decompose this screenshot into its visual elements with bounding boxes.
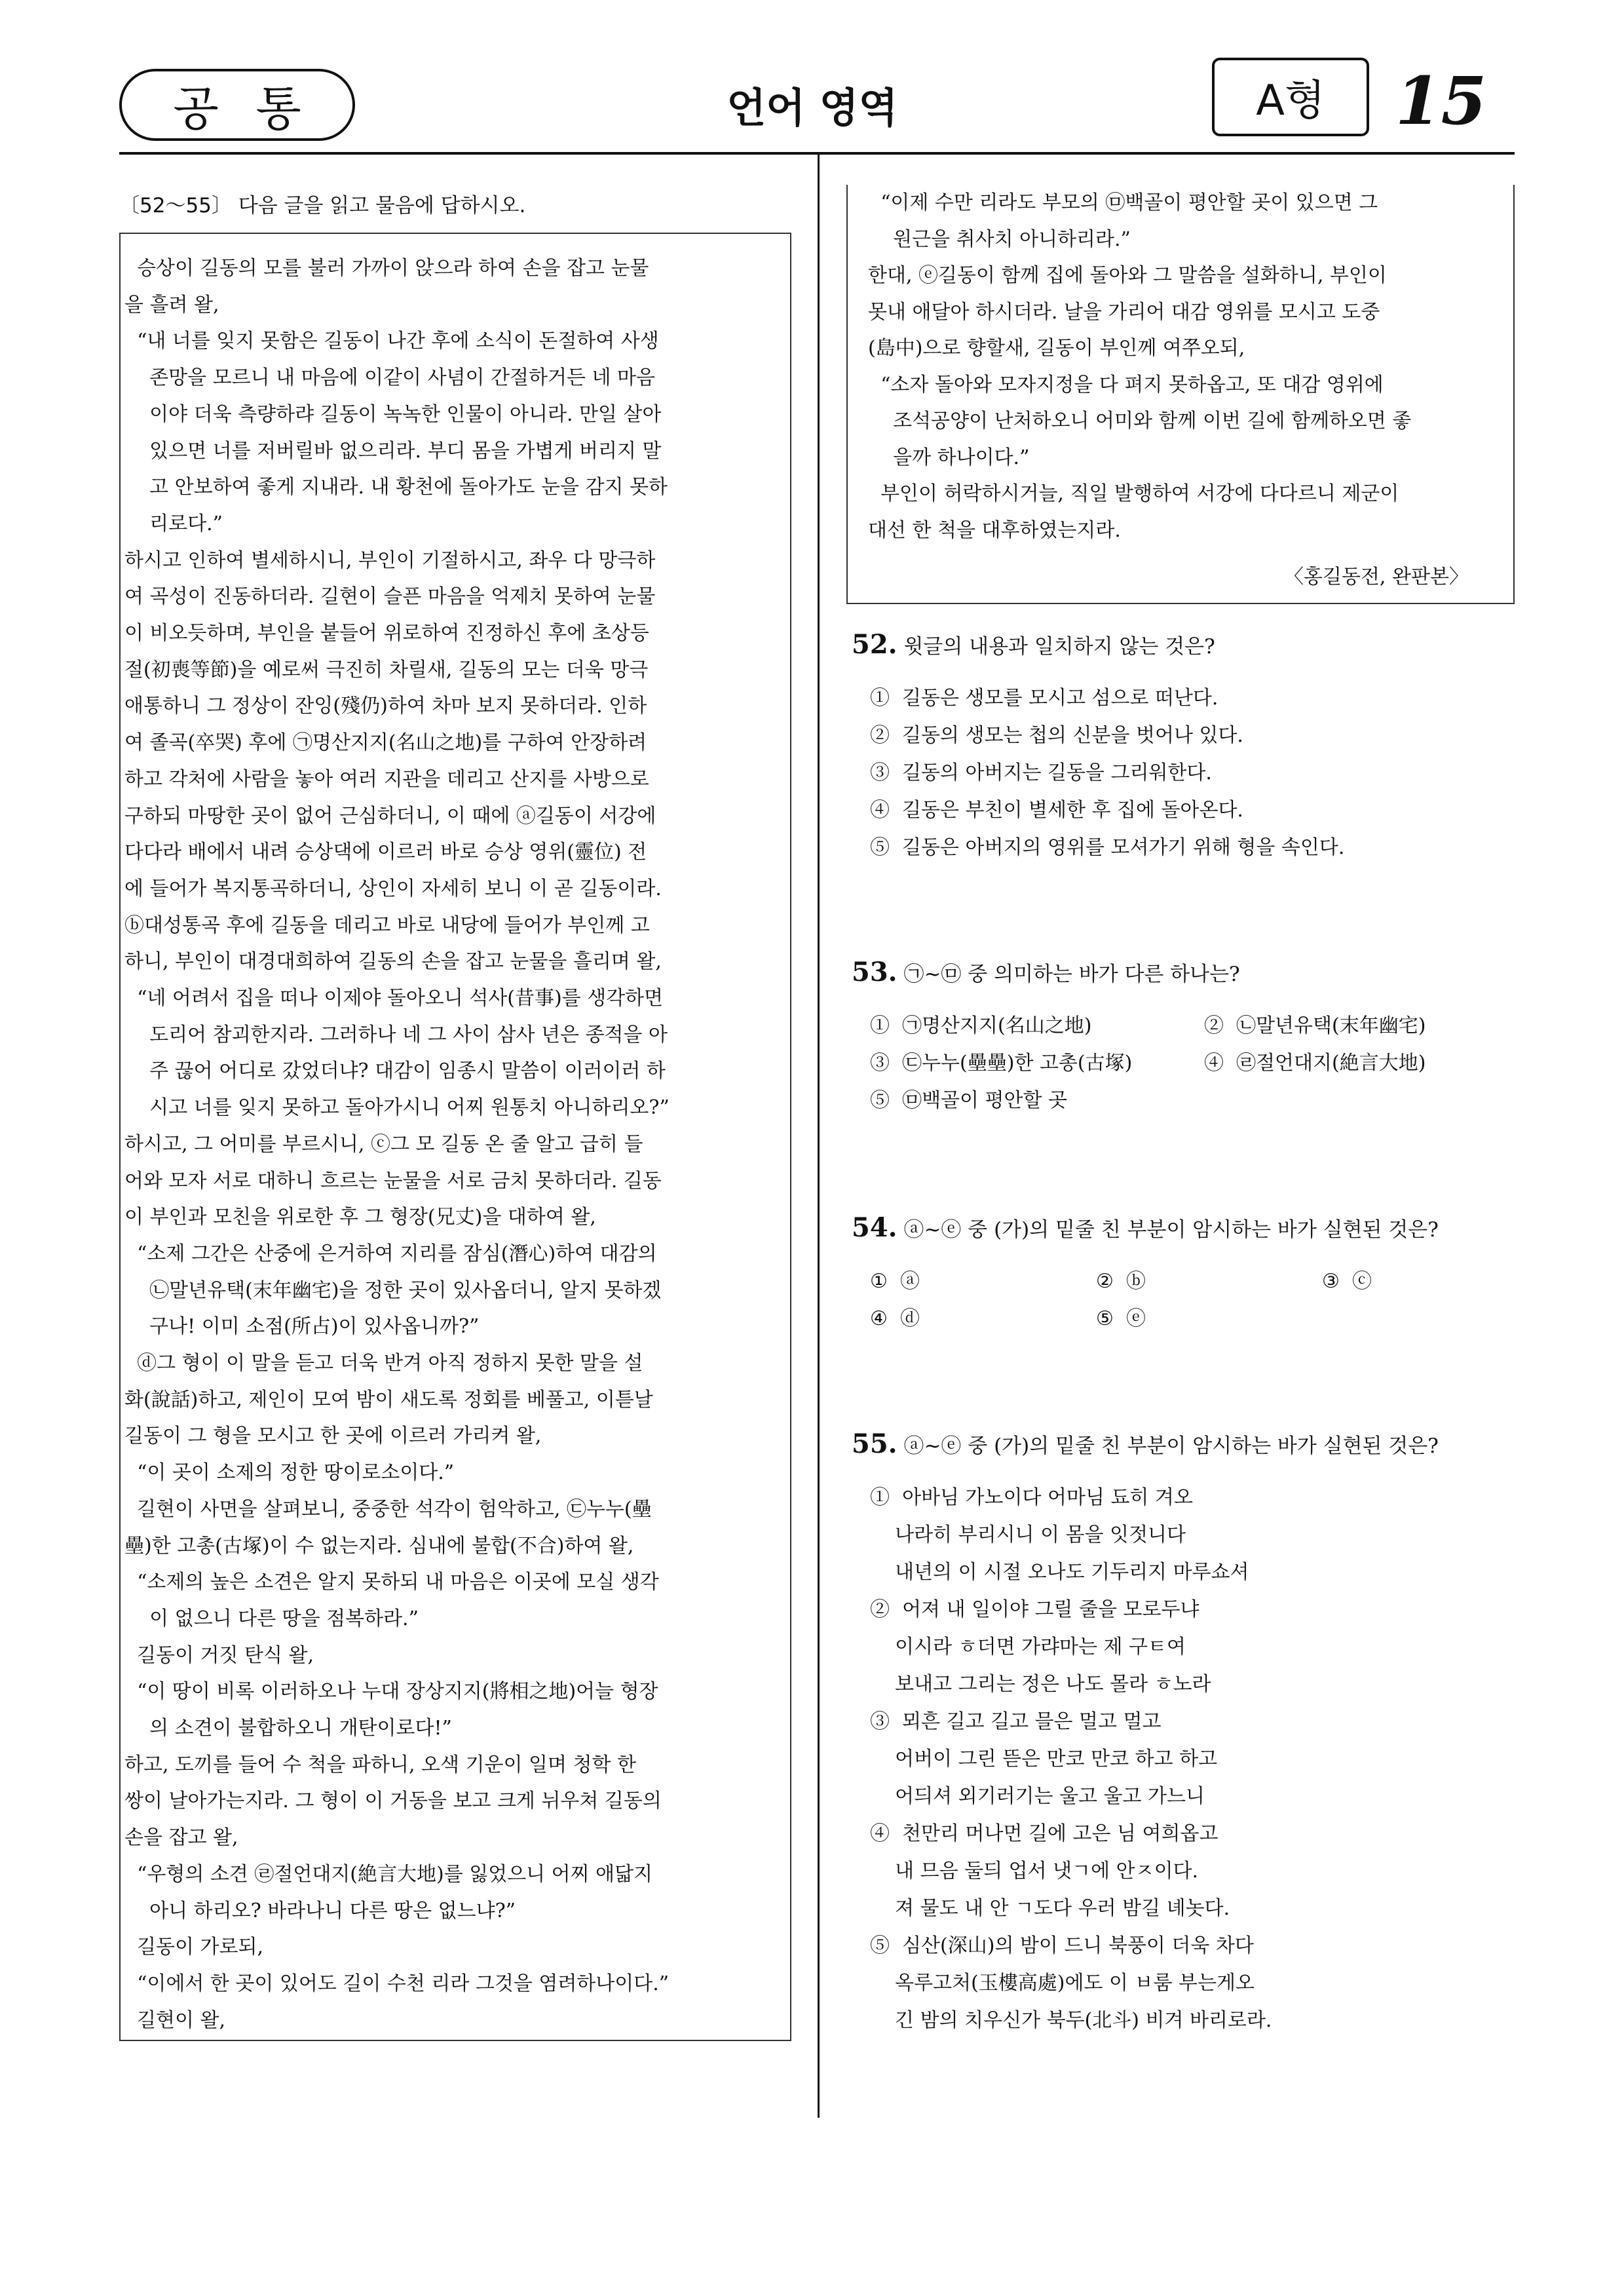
passage-line: 못내 애달아 하시더라. 날을 가리어 대감 영위를 모시고 도중: [868, 300, 1380, 324]
passage-line: “이 곳이 소제의 정한 땅이로소이다.”: [124, 1461, 455, 1485]
passage-line: 하고 각처에 사람을 놓아 여러 지관을 데리고 산지를 사방으로: [124, 767, 649, 791]
passage-line: 이야 더욱 측량하랴 길동이 녹녹한 인물이 아니라. 만일 살아: [124, 402, 662, 426]
column-divider: [818, 152, 820, 2118]
header-rule: [119, 152, 1515, 155]
question-number: 53.: [852, 957, 897, 987]
passage-line: 의 소견이 불합하오니 개탄이로다!”: [124, 1717, 452, 1740]
passage-line: “네 어려서 집을 떠나 이제야 돌아오니 석사(昔事)를 생각하면: [124, 987, 664, 1010]
question-55: [852, 1428, 1439, 1459]
answer-option[interactable]: ④ ㉣절언대지(絶言大地): [1204, 1052, 1426, 1075]
question-54: [852, 1212, 1439, 1243]
passage-line: “우형의 소견 ㉣절언대지(絶言大地)를 잃었으니 어찌 애닯지: [124, 1862, 653, 1886]
passage-line: 한대, ⓔ길동이 함께 집에 돌아와 그 말씀을 설화하니, 부인이: [868, 264, 1387, 287]
subject-char-2: 통: [255, 81, 301, 136]
answer-option[interactable]: 옥루고처(玉樓高處)에도 이 ㅂ룸 부는게오: [870, 1972, 1255, 1995]
answer-option[interactable]: 긴 밤의 치우신가 북두(北斗) 비겨 바리로라.: [870, 2009, 1272, 2032]
passage-line: 길동이 가로되,: [124, 1936, 264, 1959]
answer-option[interactable]: 이시라 ㅎ더면 가랴마는 제 구ㅌ여: [870, 1636, 1186, 1658]
answer-option[interactable]: ⑤ ㉤백골이 평안할 곳: [870, 1089, 1068, 1112]
passage-line: 다다라 배에서 내려 승상댁에 이르러 바로 승상 영위(靈位) 전: [124, 841, 647, 864]
passage-line: “이 땅이 비록 이러하오나 누대 장상지지(將相之地)어늘 형장: [124, 1680, 658, 1704]
answer-option[interactable]: ② 어져 내 일이야 그릴 줄을 모로두냐: [870, 1598, 1199, 1621]
question-53: [852, 957, 1240, 987]
answer-option[interactable]: ③ 길동의 아버지는 길동을 그리워한다.: [870, 761, 1212, 784]
passage-line: 화(說話)하고, 제인이 모여 밤이 새도록 정회를 베풀고, 이튿날: [124, 1388, 653, 1411]
answer-option[interactable]: 어버이 그린 뜯은 만코 만코 하고 하고: [870, 1748, 1218, 1770]
answer-option[interactable]: 내년의 이 시절 오나도 기두리지 마루쇼셔: [870, 1561, 1249, 1584]
answer-option[interactable]: ④ ⓓ: [870, 1307, 920, 1330]
answer-option[interactable]: ① 길동은 생모를 모시고 섬으로 떠난다.: [870, 687, 1218, 710]
answer-option[interactable]: ② 길동의 생모는 첩의 신분을 벗어나 있다.: [870, 724, 1243, 747]
answer-option[interactable]: ④ 길동은 부친이 별세한 후 집에 돌아온다.: [870, 799, 1243, 822]
passage-line: 조석공양이 난처하오니 어미와 함께 이번 길에 함께하오면 좋: [868, 410, 1412, 432]
passage-line: 시고 너를 잊지 못하고 돌아가시니 어찌 원통치 아니하리오?”: [124, 1096, 670, 1120]
passage-line: 길동이 거짓 탄식 왈,: [124, 1643, 314, 1667]
answer-option[interactable]: 져 물도 내 안 ㄱ도다 우러 밤길 녜놋다.: [870, 1897, 1230, 1920]
passage-line: 대선 한 척을 대후하였는지라.: [868, 518, 1121, 542]
passage-line: 하고, 도끼를 들어 수 척을 파하니, 오색 기운이 일며 청학 한: [124, 1753, 636, 1776]
passage-line: ㉡말년유택(末年幽宅)을 정한 곳이 있사옵더니, 알지 못하겠: [124, 1278, 662, 1302]
answer-option[interactable]: ① 아바님 가노이다 어마님 됴히 겨오: [870, 1486, 1193, 1509]
passage-line: 부인이 허락하시거늘, 직일 발행하여 서강에 다다르니 제군이: [868, 482, 1399, 505]
answer-option[interactable]: ⑤ 길동은 아버지의 영위를 모셔가기 위해 형을 속인다.: [870, 836, 1345, 859]
answer-option[interactable]: ② ㉡말년유택(末年幽宅): [1204, 1014, 1426, 1037]
passage-line: “소자 돌아와 모자지정을 다 펴지 못하옵고, 또 대감 영위에: [868, 373, 1384, 396]
question-stem: 윗글의 내용과 일치하지 않는 것은?: [897, 635, 1215, 659]
passage-line: 을 흘려 왈,: [124, 293, 219, 316]
passage-line: ⓓ그 형이 이 말을 듣고 더욱 반겨 아직 정하지 못한 말을 설: [124, 1352, 643, 1375]
answer-option[interactable]: ③ ⓒ: [1322, 1270, 1372, 1293]
question-number: 54.: [852, 1212, 897, 1243]
passage-line: 길동이 그 형을 모시고 한 곳에 이르러 가리켜 왈,: [124, 1425, 542, 1448]
passage-source: 〈홍길동전, 완판본〉: [1284, 565, 1469, 588]
page-number: 15: [1395, 62, 1487, 140]
subject-badge: [119, 69, 355, 141]
passage-line: ⓑ대성통곡 후에 길동을 데리고 바로 내당에 들어가 부인께 고: [124, 913, 650, 937]
passage-line: 이 비오듯하며, 부인을 붙들어 위로하여 진정하신 후에 초상등: [124, 622, 649, 645]
passage-line: 길현이 사면을 살펴보니, 중중한 석각이 험악하고, ㉢누누(壘: [124, 1497, 652, 1521]
passage-line: “소제 그간은 산중에 은거하여 지리를 잠심(潛心)하여 대감의: [124, 1242, 657, 1265]
question-stem: ⓐ~ⓔ 중 (가)의 밑줄 친 부분이 암시하는 바가 실현된 것은?: [897, 1434, 1439, 1458]
answer-option[interactable]: ② ⓑ: [1096, 1270, 1146, 1293]
answer-option[interactable]: ③ 뫼흔 길고 길고 믈은 멀고 멀고: [870, 1710, 1161, 1733]
passage-line: 에 들어가 복지통곡하더니, 상인이 자세히 보니 이 곧 길동이라.: [124, 877, 662, 900]
question-number: 52.: [852, 629, 897, 660]
passage-line: 쌍이 날아가는지라. 그 형이 이 거동을 보고 크게 뉘우쳐 길동의: [124, 1789, 662, 1813]
passage-line: 아니 하리오? 바라나니 다른 땅은 없느냐?”: [124, 1899, 516, 1923]
form-type-box: A형: [1212, 58, 1369, 136]
passage-line: (島中)으로 향할새, 길동이 부인께 여쭈오되,: [868, 337, 1245, 360]
question-stem: ⓐ~ⓔ 중 (가)의 밑줄 친 부분이 암시하는 바가 실현된 것은?: [897, 1218, 1439, 1242]
answer-option[interactable]: 보내고 그리는 정은 나도 몰라 ㅎ노라: [870, 1673, 1211, 1696]
passage-line: 어와 모자 서로 대하니 흐르는 눈물을 서로 금치 못하더라. 길동: [124, 1169, 662, 1193]
instruction: 〔52～55〕 다음 글을 읽고 물음에 답하시오.: [119, 194, 526, 218]
passage-line: 구나! 이미 소점(所占)이 있사옵니까?”: [124, 1315, 480, 1339]
answer-option[interactable]: ① ㉠명산지지(名山之地): [870, 1014, 1092, 1037]
answer-option[interactable]: ④ 천만리 머나먼 길에 고은 님 여희옵고: [870, 1822, 1218, 1845]
passage-line: 손을 잡고 왈,: [124, 1826, 238, 1850]
answer-option[interactable]: 내 므음 둘듸 업서 냇ㄱ에 안ㅈ이다.: [870, 1860, 1199, 1883]
answer-option[interactable]: 나라히 부리시니 이 몸을 잇젓니다: [870, 1523, 1186, 1546]
passage-line: 승상이 길동의 모를 불러 가까이 앉으라 하여 손을 잡고 눈물: [124, 257, 649, 280]
passage-line: 고 안보하여 좋게 지내라. 내 황천에 돌아가도 눈을 감지 못하: [124, 476, 668, 499]
question-stem: ㉠~㉤ 중 의미하는 바가 다른 하나는?: [897, 963, 1240, 986]
passage-line: “소제의 높은 소견은 알지 못하되 내 마음은 이곳에 모실 생각: [124, 1571, 659, 1594]
passage-line: 을까 하나이다.”: [868, 446, 1030, 469]
answer-option[interactable]: ③ ㉢누누(壘壘)한 고총(古塚): [870, 1052, 1133, 1075]
passage-line: 원근을 취사치 아니하리라.”: [868, 227, 1131, 251]
answer-option[interactable]: ⑤ 심산(深山)의 밤이 드니 북풍이 더욱 차다: [870, 1934, 1254, 1957]
passage-line: 리로다.”: [124, 512, 223, 535]
passage-line: “이제 수만 리라도 부모의 ㉤백골이 평안할 곳이 있으면 그: [868, 191, 1378, 214]
answer-option[interactable]: ① ⓐ: [870, 1270, 920, 1293]
passage-line: 길현이 왈,: [124, 2008, 226, 2032]
answer-option[interactable]: ⑤ ⓔ: [1096, 1307, 1146, 1330]
passage-line: 주 끊어 어디로 갔었더냐? 대감이 임종시 말씀이 이러이러 하: [124, 1060, 666, 1083]
passage-line: 애통하니 그 정상이 잔잉(殘仍)하여 차마 보지 못하더라. 인하: [124, 695, 647, 718]
passage-line: 하니, 부인이 대경대희하여 길동의 손을 잡고 눈물을 흘리며 왈,: [124, 950, 662, 974]
subject-char-1: 공: [173, 81, 219, 136]
passage-line: 하시고, 그 어미를 부르시니, ⓒ그 모 길동 온 줄 알고 급히 들: [124, 1132, 643, 1156]
passage-line: 있으면 너를 저버릴바 없으리라. 부디 몸을 가볍게 버리지 말: [124, 439, 662, 463]
passage-line: 존망을 모르니 내 마음에 이같이 사념이 간절하거든 네 마음: [124, 366, 655, 390]
question-52: [852, 629, 1215, 660]
passage-line: 구하되 마땅한 곳이 없어 근심하더니, 이 때에 ⓐ길동이 서강에: [124, 804, 656, 828]
passage-line: 여 곡성이 진동하더라. 길현이 슬픈 마음을 억제치 못하여 눈물: [124, 585, 656, 609]
passage-line: “내 너를 잊지 못함은 길동이 나간 후에 소식이 돈절하여 사생: [124, 330, 659, 353]
passage-line: “이에서 한 곳이 있어도 길이 수천 리라 그것을 염려하나이다.”: [124, 1972, 670, 1995]
passage-line: 이 부인과 모친을 위로한 후 그 형장(兄丈)을 대하여 왈,: [124, 1206, 596, 1229]
answer-option[interactable]: 어듸셔 외기러기는 울고 울고 가느니: [870, 1785, 1205, 1808]
passage-line: 도리어 참괴한지라. 그러하나 네 그 사이 삼사 년은 종적을 아: [124, 1023, 668, 1046]
passage-line: 절(初喪等節)을 예로써 극진히 차릴새, 길동의 모는 더욱 망극: [124, 658, 649, 681]
passage-line: 여 졸곡(卒哭) 후에 ㉠명산지지(名山之地)를 구하여 안장하려: [124, 731, 647, 755]
question-number: 55.: [852, 1428, 897, 1459]
passage-line: 하시고 인하여 별세하시니, 부인이 기절하시고, 좌우 다 망극하: [124, 548, 656, 572]
passage-line: 이 없으니 다른 땅을 점복하라.”: [124, 1607, 419, 1630]
exam-title: 언어 영역: [727, 84, 898, 132]
passage-line: 壘)한 고총(古塚)이 수 없는지라. 심내에 불합(不合)하여 왈,: [124, 1534, 634, 1558]
